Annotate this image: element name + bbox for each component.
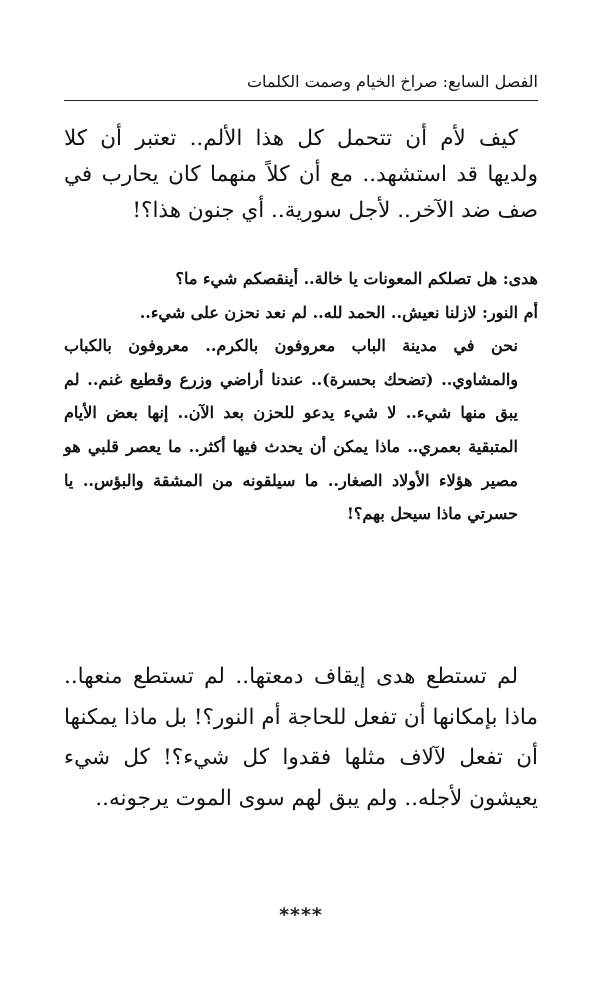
dialogue-block	[64, 262, 538, 531]
intro-paragraph: كيف لأم أن تتحمل كل هذا الألم.. تعتبر أن كلا ولديها قد استشهد.. مع أن كلاً منهما كان يحارب في صف ضد الآخر.. لأجل سورية.. أي جنون هذا؟!	[64, 126, 538, 223]
chapter-title: الفصل السابع: صراخ الخيام وصمت الكلمات	[246, 72, 538, 91]
dialogue-um-alnour-rest: نحن في مدينة الباب معروفون بالكرم.. معروفون بالكباب والمشاوي.. (تضحك بحسرة).. عندنا أراضي وزرع وقطيع غنم.. لم يبق منها شيء.. لا شيء يدعو للحزن بعد الآن.. إنها بعض الأيام المتبقية بعمري.. ماذا يمكن أن يحدث فيها أكثر.. ما يعصر قلبي هو مصير هؤلاء الأولاد الصغار.. ما سيلقونه من المشقة والبؤس.. يا حسرتي ماذا سيحل بهم؟!	[64, 336, 518, 524]
intro-paragraph-block	[64, 121, 538, 229]
dialogue-um-alnour-line1: أم النور: لازلنا نعيش.. الحمد لله.. لم نعد نحزن على شيء..	[139, 302, 538, 322]
closing-paragraph: لم تستطع هدى إيقاف دمعتها.. لم تستطع منعها.. ماذا بإمكانها أن تفعل للحاجة أم النور؟! بل ماذا يمكنها أن تفعل لآلاف مثلها فقدوا كل شيء؟! كل شيء يعيشون لأجله.. ولم يبق لهم سوى الموت يرجونه..	[64, 664, 538, 811]
dialogue-huda-question: هدى: هل تصلكم المعونات يا خالة.. أينقصكم شيء ما؟	[175, 269, 538, 288]
running-header	[64, 66, 538, 101]
closing-paragraph-block	[64, 657, 538, 819]
section-separator: ****	[279, 904, 323, 926]
